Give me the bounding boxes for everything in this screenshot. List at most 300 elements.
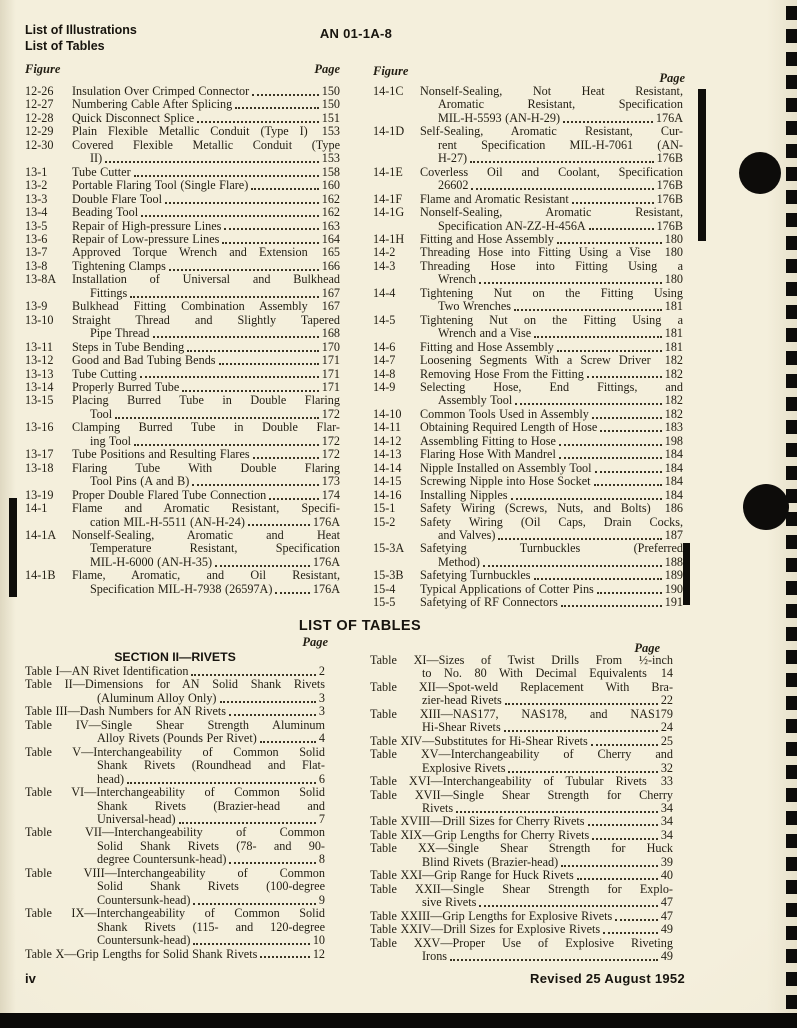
figure-number: 13-6 [25,231,48,246]
entry-line [438,556,683,569]
entry-line [72,193,340,206]
entry-title: Insulation Over Crimped Connector [72,84,250,98]
dot-leader [235,107,318,109]
page-number: 171 [321,366,340,381]
figure-number: 14-3 [373,258,396,273]
page-number: 10 [312,933,325,948]
entry-line [370,815,673,828]
dot-leader [269,498,318,500]
page-number: 172 [321,406,340,421]
entry-title: Alloy Rivets (Pounds Per Rivet) [97,731,257,746]
header-line-tables: List of Tables [25,39,105,53]
page-number: 186 [664,501,683,516]
entry-line [370,829,673,842]
entry-line [438,273,683,286]
dot-leader [222,242,318,244]
table-entry [370,681,673,708]
dot-leader [563,121,653,123]
dot-leader [534,336,662,338]
figure-entry [25,462,340,489]
dot-leader [450,959,658,961]
entry-line [90,556,340,569]
page-number: 184 [664,447,683,462]
dot-leader [229,862,315,864]
entry-title: Table XIV—Substitutes for Hi-Shear Rivets [370,733,588,748]
dot-leader [577,878,658,880]
figure-entry [373,569,683,582]
entry-title: Repair of High-pressure Lines [72,218,222,233]
entry-title: Assembly Tool [438,393,513,408]
figure-entry [25,233,340,246]
figure-number: 14-8 [373,366,396,381]
page-number: 174 [321,487,340,502]
dot-leader [179,822,316,824]
punch-hole [743,484,789,530]
page-number: 151 [321,110,340,125]
page-number: 14 [660,666,673,681]
header-line-illustrations: List of Illustrations [25,23,137,37]
figure-entry [25,502,340,529]
entry-title: Tube Cutter [72,164,131,179]
dot-leader [595,471,662,473]
page-number: 158 [321,164,340,179]
figure-label: Figure [25,62,61,76]
entry-line [72,341,340,354]
figure-entry [25,98,340,111]
figure-number: 15-5 [373,595,396,610]
figure-entry [373,233,683,246]
page-number: 40 [660,868,673,883]
entry-title: to No. 80 With Decimal Equivalents [422,666,647,681]
table-entry [370,708,673,735]
entry-line [25,705,325,718]
figure-number: 14-10 [373,406,402,421]
dot-leader [197,121,319,123]
entry-line [420,341,683,354]
page-number: 173 [321,474,340,489]
page-number: 34 [660,800,673,815]
entry-line: Threading Hose into Fitting Using a [420,258,683,273]
entry-line: Nonself-Sealing, Aromatic Resistant, [420,205,683,220]
list-of-tables-title: LIST OF TABLES [298,618,422,634]
page-number: 49 [660,948,673,963]
table-entry [370,910,673,923]
page-number: 167 [321,285,340,300]
figure-list-left [25,85,340,596]
entry-title: Installing Nipples [420,487,508,502]
entry-line [370,869,673,882]
entry-title: Typical Applications of Cotter Pins [420,581,594,596]
entry-line [420,408,683,421]
entry-title: Common Tools Used in Assembly [420,406,589,421]
page-number: 181 [664,326,683,341]
figure-number: 14-1F [373,191,403,206]
entry-line [370,923,673,936]
page-number: 183 [664,420,683,435]
entry-line: Tightening Nut on the Fitting Using [420,285,683,300]
page-number: 182 [664,353,683,368]
entry-title: Table XXI—Grip Range for Huck Rivets [370,868,574,883]
figure-entry [25,246,340,259]
entry-title: Safetying Turnbuckles [420,568,531,583]
figure-entry [25,260,340,273]
page-number: 6 [318,771,325,786]
entry-title: Method) [438,554,480,569]
entry-line: Placing Burred Tube in Double Flaring [72,393,340,408]
entry-line [420,596,683,609]
entry-line [97,813,325,826]
entry-line: Installation of Universal and Bulkhead [72,272,340,287]
page-number: 164 [321,231,340,246]
entry-title: sive Rivets [422,895,477,910]
entry-line: Selecting Hose, End Fittings, and [420,379,683,394]
dot-leader [153,336,319,338]
page-number: 176A [655,110,683,125]
figure-number: 12-28 [25,110,54,125]
entry-title: Safety Wiring (Screws, Nuts, and Bolts) [420,501,651,516]
entry-title: Flame and Aromatic Resistant [420,191,569,206]
entry-line [90,435,340,448]
revision-change-bar [698,89,706,241]
page-number: 166 [321,258,340,273]
entry-line: Temperature Resistant, Specification [90,541,340,556]
entry-title: cation MIL-H-5511 (AN-H-24) [90,514,245,529]
dot-leader [165,202,319,204]
page-number: 12 [312,946,325,961]
entry-line: Shank Rivets (115- and 120-degree [97,919,325,934]
entry-line [72,220,340,233]
dot-leader [534,578,662,580]
dot-leader [105,161,319,163]
entry-line: Nonself-Sealing, Not Heat Resistant, [420,84,683,98]
figure-number: 15-1 [373,501,396,516]
figure-entry [373,341,683,354]
page-number: 34 [660,827,673,842]
figure-column-header-left [25,62,340,77]
table-entry [370,869,673,882]
page-label: Page [314,62,340,76]
table-entry [25,665,325,678]
entry-title: Steps in Tube Bending [72,339,185,354]
page-number: 182 [664,393,683,408]
entry-line: rent Specification MIL-H-7061 (AN- [438,137,683,152]
dot-leader [219,363,319,365]
entry-line [90,327,340,340]
figure-entry [373,246,683,259]
page-number: 171 [321,379,340,394]
figure-number: 14-1D [373,124,405,139]
entry-title: Properly Burred Tube [72,379,180,394]
dot-leader [591,744,658,746]
entry-line [422,802,673,815]
entry-line: Table II—Dimensions for AN Solid Shank Rivets [25,677,325,692]
dot-leader [559,457,662,459]
figure-entry [25,421,340,448]
dot-leader [508,771,657,773]
figure-number: 13-14 [25,379,54,394]
dot-leader [572,202,654,204]
table-entry [25,867,325,907]
page-number: 184 [664,460,683,475]
figure-number: 13-15 [25,393,54,408]
entry-line [420,569,683,582]
entry-title: Universal-head) [97,811,176,826]
page-number: 2 [318,664,325,678]
dot-leader [220,701,316,703]
page-number: 172 [321,433,340,448]
figure-number: 15-3A [373,541,405,556]
dot-leader [592,838,658,840]
entry-line [422,694,673,707]
entry-title: Table X—Grip Lengths for Solid Shank Rivets [25,946,258,961]
dot-leader [134,175,319,177]
entry-line [422,721,673,734]
figure-entry [25,569,340,596]
dot-leader [557,242,662,244]
entry-line [90,475,340,488]
entry-title: Beading Tool [72,205,139,220]
figure-number: 15-4 [373,581,396,596]
table-entry [25,907,325,947]
entry-line [72,381,340,394]
page-number: 153 [321,151,340,166]
figure-entry [25,166,340,179]
entry-line: Solid Shank Rivets (100-degree [97,879,325,894]
figure-entry [25,112,340,125]
dot-leader [134,444,319,446]
entry-line: Safetying Turnbuckles (Preferred [420,541,683,556]
entry-line [72,368,340,381]
table-entry [370,654,673,681]
figure-entry [25,125,340,138]
entry-title: Threading Hose into Fitting Using a Vise [420,245,651,260]
entry-line [422,762,673,775]
entry-line [90,583,340,596]
entry-line [97,692,325,705]
entry-line: Flame, Aromatic, and Oil Resistant, [72,568,340,583]
entry-title: Tool Pins (A and B) [90,474,190,489]
page-number: 172 [321,447,340,462]
entry-title: II) [90,151,103,166]
entry-line: Table XI—Sizes of Twist Drills From ½-inch [370,653,673,667]
entry-line [72,448,340,461]
entry-line: Table XXII—Single Shear Strength for Explo- [370,881,673,896]
entry-title: Loosening Segments With a Screw Driver [420,353,651,368]
entry-line [72,300,340,313]
page-number: 187 [664,527,683,542]
entry-title: Irons [422,948,448,963]
entry-line: Table VII—Interchangeability of Common [25,825,325,840]
entry-title: Table I—AN Rivet Identification [25,664,189,678]
table-entry [370,937,673,964]
table-entry [370,883,673,910]
entry-line: Table XIII—NAS177, NAS178, and NAS179 [370,706,673,721]
entry-title: Table XIX—Grip Lengths for Cherry Rivets [370,827,590,842]
entry-line [438,300,683,313]
entry-title: Hi-Shear Rivets [422,720,501,735]
entry-line: Flaring Tube With Double Flaring [72,460,340,475]
dot-leader [594,484,662,486]
tables-page-label-right: Page [634,641,660,655]
entry-line [72,233,340,246]
entry-line [72,98,340,111]
dot-leader [229,714,316,716]
figure-entry [373,206,683,233]
entry-line [97,853,325,866]
figure-number: 13-12 [25,353,54,368]
dot-leader [456,811,658,813]
page-number: 150 [321,84,340,98]
dot-leader [561,865,658,867]
entry-title: Explosive Rivets [422,760,506,775]
page-number: 171 [321,353,340,368]
entry-title: Tool [90,406,113,421]
dot-leader [253,457,319,459]
section-header-rivets: SECTION II—RIVETS [114,650,236,664]
dot-leader [193,943,309,945]
table-entry [370,789,673,816]
entry-line [72,85,340,98]
page-number: 163 [321,218,340,233]
table-entry [25,719,325,746]
table-entry [25,786,325,826]
page-number: 150 [321,97,340,112]
tables-page-label-left: Page [302,635,328,649]
figure-entry [373,596,683,609]
entry-line: Table VIII—Interchangeability of Common [25,865,325,880]
entry-title: Wrench [438,272,477,287]
entry-title: Repair of Low-pressure Lines [72,231,220,246]
entry-title: Fitting and Hose Assembly [420,231,554,246]
figure-entry [373,516,683,543]
figure-number: 13-17 [25,447,54,462]
figure-number: 13-10 [25,312,54,327]
page-number: 153 [321,124,340,139]
table-entry [370,923,673,936]
figure-number: 13-7 [25,245,48,260]
entry-title: Obtaining Required Length of Hose [420,420,598,435]
figure-number: 15-2 [373,514,396,529]
figure-entry [373,502,683,515]
entry-title: Portable Flaring Tool (Single Flare) [72,178,249,193]
entry-line [90,287,340,300]
figure-entry [25,139,340,166]
entry-title: H-27) [438,151,468,166]
dot-leader [600,430,661,432]
entry-title: Proper Double Flared Tube Connection [72,487,267,502]
figure-entry [373,354,683,367]
entry-title: Table XXIV—Drill Sizes for Explosive Rivets [370,922,601,937]
entry-line [90,516,340,529]
entry-line [422,856,673,869]
entry-line [72,206,340,219]
entry-line: Shank Rivets (Roundhead and Flat- [97,758,325,773]
dot-leader [471,188,653,190]
figure-entry [25,85,340,98]
entry-line [97,934,325,947]
dot-leader [511,498,662,500]
entry-title: Bulkhead Fitting Combination Assembly [72,299,308,314]
figure-number: 14-1 [25,501,48,516]
entry-title: Fittings [90,285,128,300]
figure-number: 14-1B [25,568,56,583]
entry-line: Aromatic Resistant, Specification [438,97,683,112]
table-entry [25,746,325,786]
entry-title: Nipple Installed on Assembly Tool [420,460,592,475]
entry-line [97,732,325,745]
page-number: 176A [312,581,340,596]
entry-title: Specification MIL-H-7938 (26597A) [90,581,273,596]
figure-number: 14-5 [373,312,396,327]
entry-line [438,327,683,340]
entry-title: Countersunk-head) [97,933,191,948]
entry-title: head) [97,771,125,786]
figure-number: 14-1A [25,527,57,542]
entry-title: Quick Disconnect Splice [72,110,195,125]
entry-title: Table XVI—Interchangeability of Tubular Rivets [370,774,647,789]
revision-change-bar [683,543,690,605]
entry-title: Good and Bad Tubing Bends [72,353,216,368]
page-number: 176B [656,218,683,233]
figure-entry [25,489,340,502]
entry-line [72,125,340,138]
entry-title: Removing Hose From the Fitting [420,366,584,381]
figure-entry [373,542,683,569]
figure-entry [373,166,683,193]
entry-line [420,193,683,206]
entry-line [72,112,340,125]
dot-leader [505,703,658,705]
entry-line [72,354,340,367]
entry-line [97,894,325,907]
dot-leader [470,161,653,163]
figure-entry [373,287,683,314]
entry-line [420,583,683,596]
entry-line [370,735,673,748]
page-number: 162 [321,205,340,220]
page-number: 176B [656,191,683,206]
page-number: 176B [656,151,683,166]
page-number: 9 [318,892,325,907]
table-entry [370,748,673,775]
figure-entry [373,85,683,125]
page-number: 184 [664,474,683,489]
page-number: 176A [312,554,340,569]
figure-entry [25,179,340,192]
dot-leader [260,956,309,958]
entry-line: Nonself-Sealing, Aromatic and Heat [72,527,340,542]
figure-number: 14-9 [373,379,396,394]
figure-number: 14-6 [373,339,396,354]
dot-leader [192,484,318,486]
page-number: 49 [660,922,673,937]
entry-title: Approved Torque Wrench and Extension [72,245,308,260]
entry-title: Double Flare Tool [72,191,162,206]
dot-leader [130,296,318,298]
entry-title: and Valves) [438,527,496,542]
page-number: 176B [656,178,683,193]
table-entry [370,829,673,842]
entry-line [422,950,673,963]
entry-line [420,354,683,367]
figure-entry [373,408,683,421]
entry-title: Fitting and Hose Assembly [420,339,554,354]
dot-leader [561,605,662,607]
folio-page-number: iv [25,971,36,986]
entry-line: Table XVII—Single Shear Strength for Cherry [370,787,673,802]
entry-line: Self-Sealing, Aromatic Resistant, Cur- [420,124,683,139]
dot-leader [479,905,657,907]
